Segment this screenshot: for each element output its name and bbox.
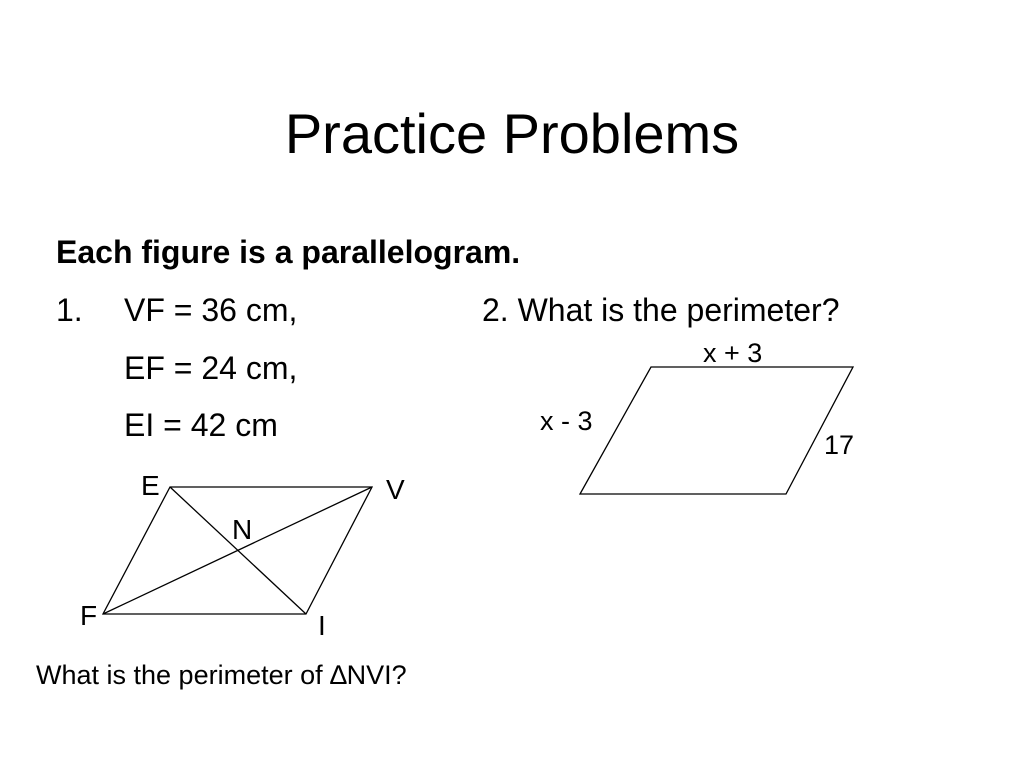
vertex-label-n: N	[232, 514, 253, 545]
vertex-label-v: V	[386, 474, 405, 505]
side-label-right: 17	[824, 430, 855, 460]
problem1-question: What is the perimeter of ∆NVI?	[36, 660, 407, 690]
vertex-label-f: F	[80, 600, 98, 631]
problem1-number: 1.	[56, 292, 83, 328]
problem1-given-ef: EF = 24 cm,	[124, 350, 298, 386]
instruction-heading: Each figure is a parallelogram.	[56, 234, 521, 270]
parallelogram-problem2	[580, 367, 853, 494]
problem2-prompt: 2. What is the perimeter?	[482, 292, 840, 328]
problem1-given-ei: EI = 42 cm	[124, 407, 278, 443]
side-label-left: x - 3	[540, 406, 593, 436]
slide-title: Practice Problems	[284, 102, 740, 165]
vertex-label-i: I	[318, 610, 326, 641]
side-label-top: x + 3	[703, 338, 763, 368]
problem1-given-vf: VF = 36 cm,	[124, 292, 298, 328]
vertex-label-e: E	[141, 470, 160, 501]
diagonal-vf	[103, 487, 372, 614]
